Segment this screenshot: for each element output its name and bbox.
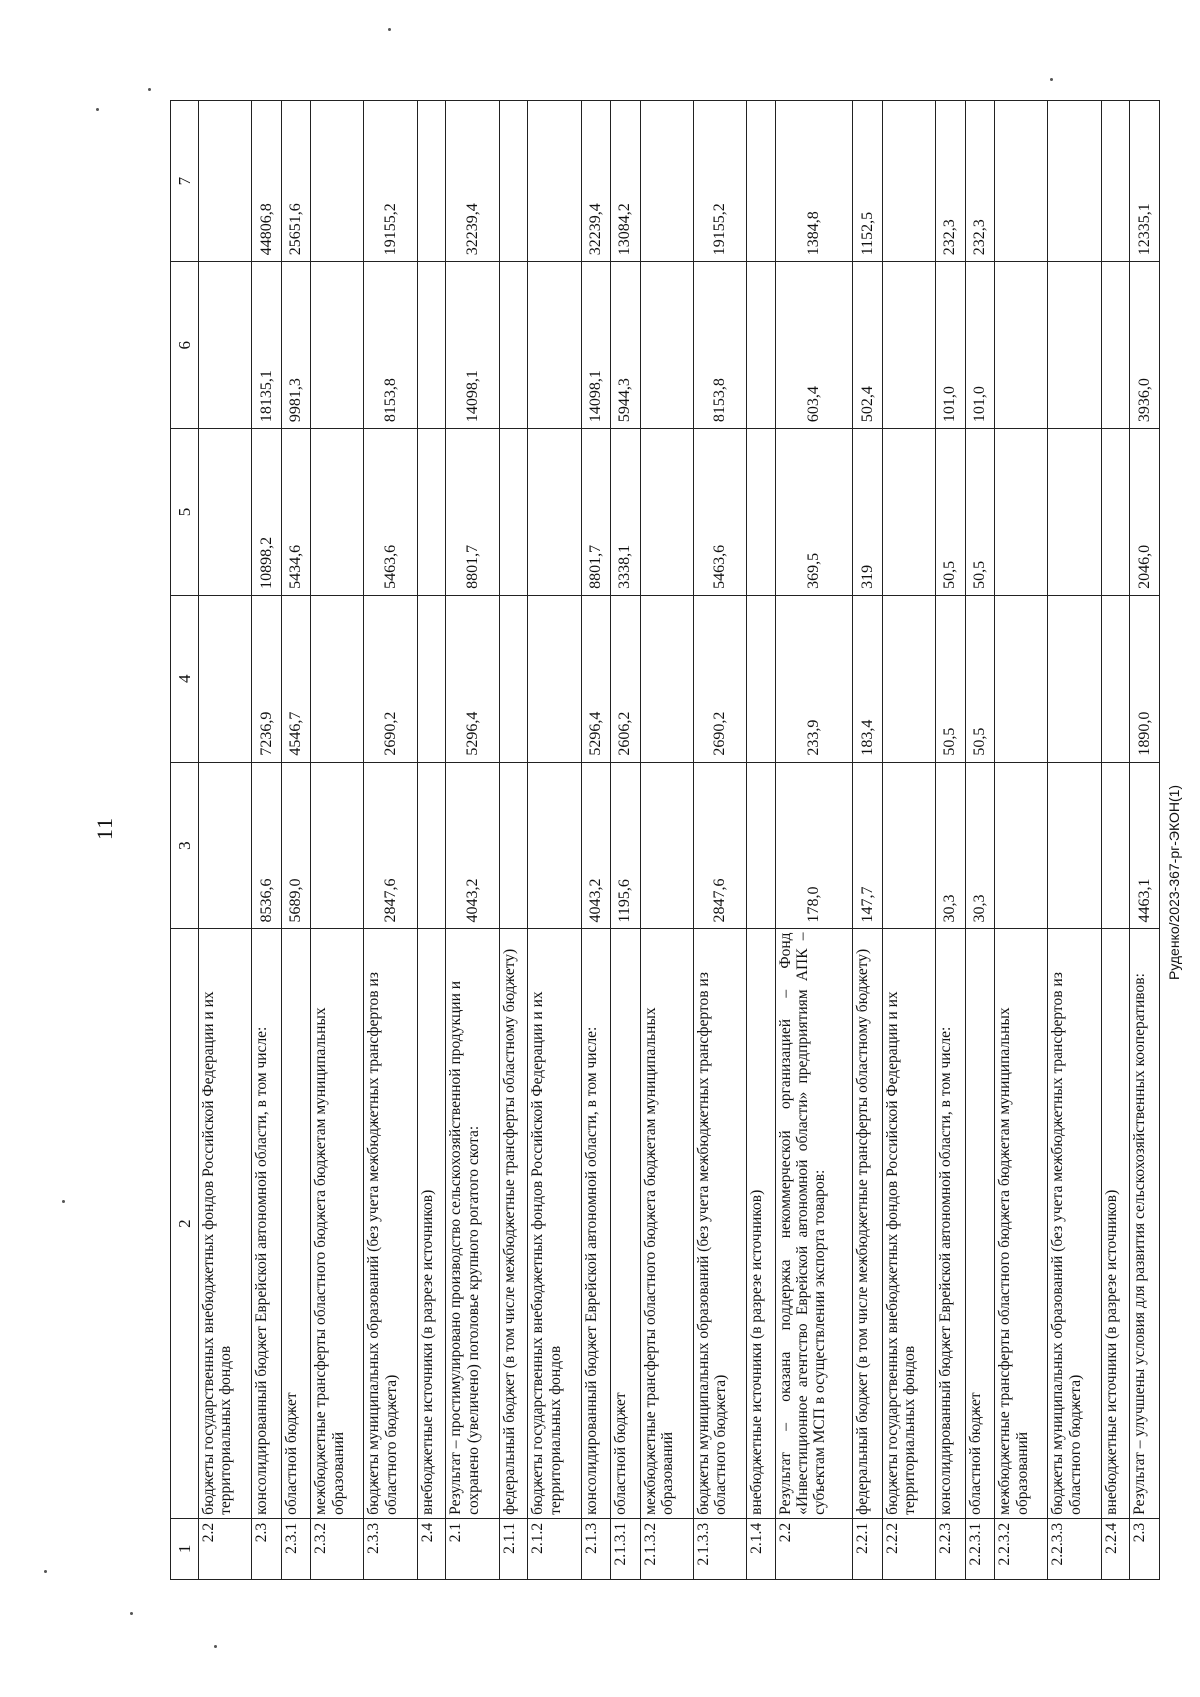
table-row bbox=[995, 101, 1048, 1580]
value-col-5: 319 bbox=[853, 429, 883, 596]
value-col-5: 50,5 bbox=[965, 429, 995, 596]
table-row bbox=[281, 101, 311, 1580]
value-col-4: 183,4 bbox=[853, 595, 883, 762]
table-row bbox=[417, 101, 446, 1580]
value-col-5: 8801,7 bbox=[581, 429, 611, 596]
value-col-3 bbox=[499, 762, 528, 929]
table-row bbox=[640, 101, 693, 1580]
value-col-3 bbox=[311, 762, 364, 929]
value-col-5 bbox=[995, 429, 1048, 596]
row-description: бюджеты муниципальных образований (без учета межбюджетных трансфертов из областного бюджета) bbox=[364, 929, 417, 1518]
row-description: консолидированный бюджет Еврейской автономной области, в том числе: bbox=[581, 929, 611, 1518]
value-col-4: 2690,2 bbox=[693, 595, 746, 762]
value-col-3: 1195,6 bbox=[611, 762, 641, 929]
value-col-6 bbox=[311, 262, 364, 429]
row-description: бюджеты государственных внебюджетных фондов Российской Федерации и их территориальных фондов bbox=[199, 929, 252, 1518]
row-description: Результат – улучшены условия для развития сельскохозяйственных кооперативов: bbox=[1130, 929, 1160, 1518]
value-col-6: 502,4 bbox=[853, 262, 883, 429]
value-col-6 bbox=[499, 262, 528, 429]
value-col-3 bbox=[1101, 762, 1130, 929]
table-row bbox=[364, 101, 417, 1580]
value-col-7: 232,3 bbox=[936, 101, 966, 262]
value-col-7 bbox=[882, 101, 935, 262]
value-col-6 bbox=[1101, 262, 1130, 429]
value-col-3: 2847,6 bbox=[364, 762, 417, 929]
row-code: 2.1.3.3 bbox=[693, 1518, 746, 1579]
value-col-6: 3936,0 bbox=[1130, 262, 1160, 429]
value-col-5 bbox=[528, 429, 581, 596]
row-code: 2.1 bbox=[446, 1518, 499, 1579]
row-code: 2.3 bbox=[252, 1518, 282, 1579]
value-col-7 bbox=[499, 101, 528, 262]
value-col-3: 147,7 bbox=[853, 762, 883, 929]
header-cell-7: 7 bbox=[171, 101, 199, 262]
row-description: бюджеты муниципальных образований (без учета межбюджетных трансфертов из областного бюджета) bbox=[693, 929, 746, 1518]
value-col-5 bbox=[640, 429, 693, 596]
value-col-4 bbox=[1048, 595, 1101, 762]
value-col-5 bbox=[1101, 429, 1130, 596]
value-col-5 bbox=[417, 429, 446, 596]
value-col-7: 32239,4 bbox=[581, 101, 611, 262]
value-col-7 bbox=[747, 101, 776, 262]
row-code: 2.1.3.1 bbox=[611, 1518, 641, 1579]
table-row bbox=[1130, 101, 1160, 1580]
scan-speck bbox=[62, 1200, 65, 1203]
row-description: консолидированный бюджет Еврейской автономной области, в том числе: bbox=[936, 929, 966, 1518]
row-description: бюджеты муниципальных образований (без учета межбюджетных трансфертов из областного бюджета) bbox=[1048, 929, 1101, 1518]
row-description: областной бюджет bbox=[611, 929, 641, 1518]
scan-speck bbox=[148, 88, 151, 91]
value-col-3: 30,3 bbox=[965, 762, 995, 929]
value-col-6: 101,0 bbox=[965, 262, 995, 429]
table-row bbox=[1101, 101, 1130, 1580]
table-row bbox=[528, 101, 581, 1580]
value-col-3: 5689,0 bbox=[281, 762, 311, 929]
value-col-4: 50,5 bbox=[965, 595, 995, 762]
table-row bbox=[965, 101, 995, 1580]
value-col-5: 3338,1 bbox=[611, 429, 641, 596]
table-row bbox=[199, 101, 252, 1580]
value-col-4 bbox=[499, 595, 528, 762]
value-col-7: 19155,2 bbox=[693, 101, 746, 262]
budget-table bbox=[170, 100, 1160, 1580]
header-cell-1: 1 bbox=[171, 1518, 199, 1579]
table-row bbox=[775, 101, 853, 1580]
value-col-7: 1384,8 bbox=[775, 101, 853, 262]
table-row bbox=[581, 101, 611, 1580]
row-code: 2.3 bbox=[1130, 1518, 1160, 1579]
value-col-6: 5944,3 bbox=[611, 262, 641, 429]
value-col-4: 2690,2 bbox=[364, 595, 417, 762]
header-cell-5: 5 bbox=[171, 429, 199, 596]
scan-speck bbox=[96, 108, 99, 111]
row-description: Результат – оказана поддержка некоммерческой организацией – Фонд «Инвестиционное агентство Еврейской автономной области» предприятиям АПК – субъектам МСП в осуществлении экспорта товаров: bbox=[775, 929, 853, 1518]
value-col-4: 50,5 bbox=[936, 595, 966, 762]
value-col-4: 1890,0 bbox=[1130, 595, 1160, 762]
row-description: межбюджетные трансферты областного бюджета бюджетам муниципальных образований bbox=[995, 929, 1048, 1518]
row-description: Результат – простимулировано производство сельскохозяйственной продукции и сохранено (увеличено) поголовье крупного рогатого скота: bbox=[446, 929, 499, 1518]
value-col-7: 13084,2 bbox=[611, 101, 641, 262]
value-col-5: 10898,2 bbox=[252, 429, 282, 596]
value-col-3: 8536,6 bbox=[252, 762, 282, 929]
value-col-4: 7236,9 bbox=[252, 595, 282, 762]
value-col-4: 5296,4 bbox=[446, 595, 499, 762]
scan-speck bbox=[130, 1612, 133, 1615]
value-col-6 bbox=[882, 262, 935, 429]
value-col-3: 30,3 bbox=[936, 762, 966, 929]
value-col-3 bbox=[747, 762, 776, 929]
value-col-4 bbox=[311, 595, 364, 762]
value-col-7: 19155,2 bbox=[364, 101, 417, 262]
row-code: 2.1.3.2 bbox=[640, 1518, 693, 1579]
row-code: 2.2 bbox=[199, 1518, 252, 1579]
row-code: 2.2.2 bbox=[882, 1518, 935, 1579]
value-col-6 bbox=[1048, 262, 1101, 429]
value-col-6: 14098,1 bbox=[446, 262, 499, 429]
value-col-7 bbox=[199, 101, 252, 262]
value-col-4: 4546,7 bbox=[281, 595, 311, 762]
page-number: 11 bbox=[92, 816, 117, 840]
value-col-3: 4043,2 bbox=[446, 762, 499, 929]
row-code: 2.3.1 bbox=[281, 1518, 311, 1579]
value-col-7: 232,3 bbox=[965, 101, 995, 262]
value-col-7: 25651,6 bbox=[281, 101, 311, 262]
value-col-6: 8153,8 bbox=[364, 262, 417, 429]
value-col-4 bbox=[199, 595, 252, 762]
table-row bbox=[446, 101, 499, 1580]
value-col-4 bbox=[747, 595, 776, 762]
row-code: 2.2.3.3 bbox=[1048, 1518, 1101, 1579]
value-col-5: 8801,7 bbox=[446, 429, 499, 596]
row-code: 2.2.3.1 bbox=[965, 1518, 995, 1579]
value-col-7 bbox=[640, 101, 693, 262]
value-col-6: 101,0 bbox=[936, 262, 966, 429]
header-cell-4: 4 bbox=[171, 595, 199, 762]
value-col-3 bbox=[199, 762, 252, 929]
value-col-3 bbox=[640, 762, 693, 929]
budget-table-container bbox=[170, 100, 1160, 1580]
value-col-3 bbox=[417, 762, 446, 929]
scan-speck bbox=[388, 28, 391, 31]
value-col-3 bbox=[995, 762, 1048, 929]
value-col-7: 1152,5 bbox=[853, 101, 883, 262]
table-row bbox=[747, 101, 776, 1580]
row-description: межбюджетные трансферты областного бюджета бюджетам муниципальных образований bbox=[640, 929, 693, 1518]
table-header-row bbox=[171, 101, 199, 1580]
scan-speck bbox=[44, 1570, 47, 1573]
row-description: межбюджетные трансферты областного бюджета бюджетам муниципальных образований bbox=[311, 929, 364, 1518]
row-code: 2.3.3 bbox=[364, 1518, 417, 1579]
document-code: Руденко/2023-367-рг-ЭКОН(1) bbox=[1166, 784, 1182, 980]
table-row bbox=[1048, 101, 1101, 1580]
table-row bbox=[693, 101, 746, 1580]
row-code: 2.2 bbox=[775, 1518, 853, 1579]
value-col-6: 8153,8 bbox=[693, 262, 746, 429]
value-col-3: 2847,6 bbox=[693, 762, 746, 929]
value-col-5 bbox=[1048, 429, 1101, 596]
table-row bbox=[611, 101, 641, 1580]
header-cell-2: 2 bbox=[171, 929, 199, 1518]
row-code: 2.1.4 bbox=[747, 1518, 776, 1579]
value-col-3 bbox=[882, 762, 935, 929]
row-code: 2.1.1 bbox=[499, 1518, 528, 1579]
value-col-6 bbox=[528, 262, 581, 429]
value-col-6: 14098,1 bbox=[581, 262, 611, 429]
value-col-3 bbox=[1048, 762, 1101, 929]
value-col-7 bbox=[1101, 101, 1130, 262]
header-cell-6: 6 bbox=[171, 262, 199, 429]
row-description: бюджеты государственных внебюджетных фондов Российской Федерации и их территориальных фондов bbox=[882, 929, 935, 1518]
value-col-5: 50,5 bbox=[936, 429, 966, 596]
row-code: 2.1.3 bbox=[581, 1518, 611, 1579]
value-col-7 bbox=[311, 101, 364, 262]
value-col-7: 44806,8 bbox=[252, 101, 282, 262]
table-row bbox=[882, 101, 935, 1580]
row-description: бюджеты государственных внебюджетных фондов Российской Федерации и их территориальных фондов bbox=[528, 929, 581, 1518]
value-col-6: 18135,1 bbox=[252, 262, 282, 429]
value-col-6 bbox=[747, 262, 776, 429]
row-description: консолидированный бюджет Еврейской автономной области, в том числе: bbox=[252, 929, 282, 1518]
row-code: 2.4 bbox=[417, 1518, 446, 1579]
value-col-4 bbox=[995, 595, 1048, 762]
header-cell-3: 3 bbox=[171, 762, 199, 929]
value-col-5: 5463,6 bbox=[364, 429, 417, 596]
row-description: внебюджетные источники (в разрезе источников) bbox=[1101, 929, 1130, 1518]
row-description: областной бюджет bbox=[965, 929, 995, 1518]
value-col-7 bbox=[528, 101, 581, 262]
table-row bbox=[311, 101, 364, 1580]
value-col-6 bbox=[640, 262, 693, 429]
row-code: 2.2.1 bbox=[853, 1518, 883, 1579]
table-row bbox=[499, 101, 528, 1580]
row-code: 2.2.3 bbox=[936, 1518, 966, 1579]
table-row bbox=[853, 101, 883, 1580]
scan-speck bbox=[214, 1645, 217, 1648]
row-code: 2.2.4 bbox=[1101, 1518, 1130, 1579]
value-col-4 bbox=[417, 595, 446, 762]
value-col-4: 233,9 bbox=[775, 595, 853, 762]
row-code: 2.2.3.2 bbox=[995, 1518, 1048, 1579]
value-col-3: 4463,1 bbox=[1130, 762, 1160, 929]
row-description: областной бюджет bbox=[281, 929, 311, 1518]
row-description: внебюджетные источники (в разрезе источников) bbox=[417, 929, 446, 1518]
value-col-4 bbox=[1101, 595, 1130, 762]
value-col-5 bbox=[499, 429, 528, 596]
value-col-7 bbox=[1048, 101, 1101, 262]
value-col-5: 5434,6 bbox=[281, 429, 311, 596]
value-col-7: 32239,4 bbox=[446, 101, 499, 262]
value-col-4: 2606,2 bbox=[611, 595, 641, 762]
value-col-6 bbox=[995, 262, 1048, 429]
value-col-3 bbox=[528, 762, 581, 929]
row-description: федеральный бюджет (в том числе межбюджетные трансферты областному бюджету) bbox=[853, 929, 883, 1518]
value-col-7 bbox=[995, 101, 1048, 262]
value-col-3: 178,0 bbox=[775, 762, 853, 929]
value-col-5 bbox=[311, 429, 364, 596]
value-col-5: 5463,6 bbox=[693, 429, 746, 596]
value-col-4 bbox=[528, 595, 581, 762]
value-col-4 bbox=[640, 595, 693, 762]
value-col-6: 9981,3 bbox=[281, 262, 311, 429]
table-row bbox=[936, 101, 966, 1580]
value-col-5: 369,5 bbox=[775, 429, 853, 596]
value-col-7 bbox=[417, 101, 446, 262]
value-col-5 bbox=[199, 429, 252, 596]
value-col-6 bbox=[199, 262, 252, 429]
value-col-6: 603,4 bbox=[775, 262, 853, 429]
value-col-4 bbox=[882, 595, 935, 762]
value-col-5: 2046,0 bbox=[1130, 429, 1160, 596]
value-col-3: 4043,2 bbox=[581, 762, 611, 929]
scan-speck bbox=[1050, 78, 1053, 81]
row-code: 2.3.2 bbox=[311, 1518, 364, 1579]
table-row bbox=[252, 101, 282, 1580]
value-col-5 bbox=[747, 429, 776, 596]
row-description: федеральный бюджет (в том числе межбюджетные трансферты областному бюджету) bbox=[499, 929, 528, 1518]
row-description: внебюджетные источники (в разрезе источников) bbox=[747, 929, 776, 1518]
value-col-7: 12335,1 bbox=[1130, 101, 1160, 262]
value-col-5 bbox=[882, 429, 935, 596]
row-code: 2.1.2 bbox=[528, 1518, 581, 1579]
value-col-6 bbox=[417, 262, 446, 429]
value-col-4: 5296,4 bbox=[581, 595, 611, 762]
